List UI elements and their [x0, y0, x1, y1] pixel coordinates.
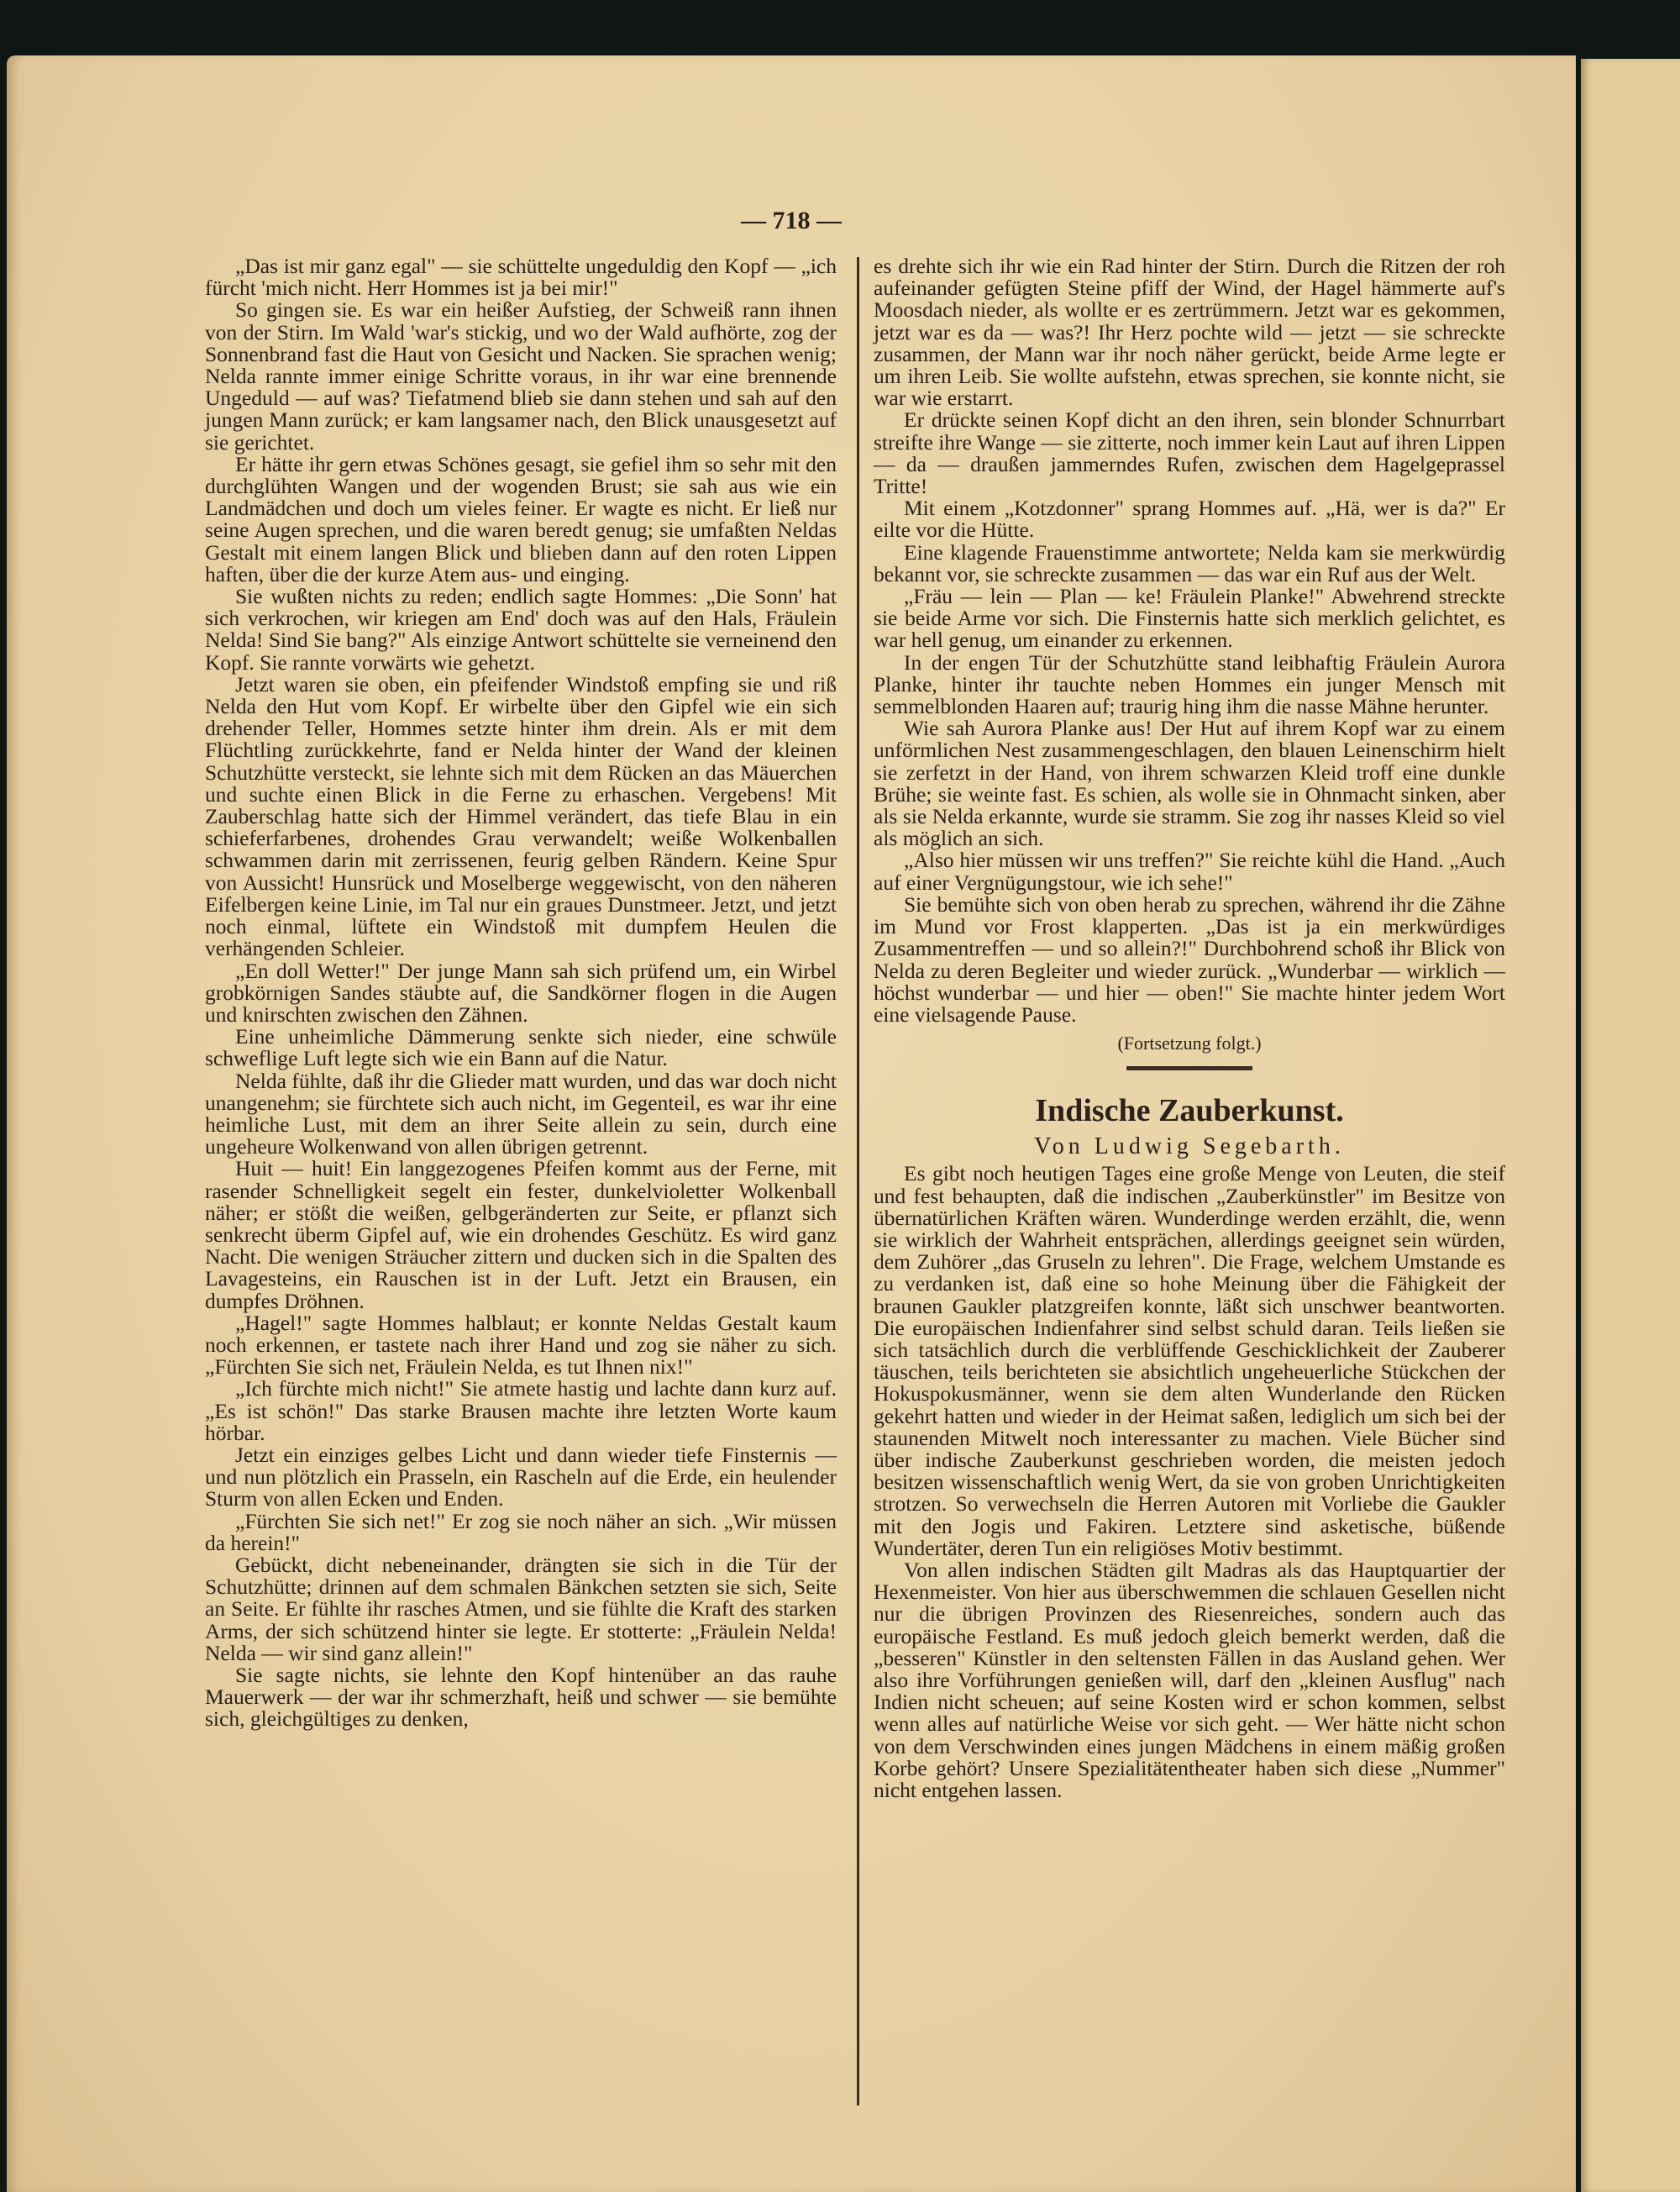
paragraph: Sie wußten nichts zu reden; endlich sagte Hommes: „Die Sonn' hat sich verkrochen, wir kriegen am End' doch was auf den Hals, Fräulein Nelda! Sind Sie bang?" Als einzige Antwort schüttelte sie verneinend den Kopf. Sie rannte vorwärts wie gehetzt. — [205, 584, 837, 675]
paragraph: Von allen indischen Städten gilt Madras als das Hauptquartier der Hexenmeister. Von hier aus überschwemmen die schlauen Gesellen nicht nur die übrigen Provinzen des Riesenreiches, sondern auch das europäische Festland. Es muß jedoch gleich bemerkt werden, daß die „besseren" Künstler in den seltensten Fällen in das Ausland gehen. Wer also ihre Vorführungen genießen will, darf den „kleinen Ausflug" nach Indien nicht scheuen; auf seine Kosten wird er schon kommen, selbst wenn alles auf natürliche Weise vor sich geht. — Wer hätte nicht schon von dem Verschwinden eines jungen Mädchens in einem mäßig großen Korbe gehört? Unsere Spezialitätentheater haben sich diese „Nummer" nicht entgehen lassen. — [874, 1557, 1505, 1802]
paragraph: Huit — huit! Ein langgezogenes Pfeifen kommt aus der Ferne, mit rasender Schnelligkeit segelt ein fester, dunkelvioletter Wolkenball näher; er stößt die weißen, gelbgeränderten zur Seite, er pflanzt sich senkrecht überm Gipfel auf, wie ein drohendes Geschütz. Es wird ganz Nacht. Die wenigen Sträucher zittern und ducken sich in die Spalten des Lavagesteins, ein Rauschen ist in der Luft. Jetzt ein Brausen, ein dumpfes Dröhnen. — [205, 1156, 837, 1313]
page-number: — 718 — — [741, 207, 842, 234]
paragraph: Es gibt noch heutigen Tages eine große Menge von Leuten, die steif und fest behaupten, daß die indischen „Zauberkünstler" im Besitze von übernatürlichen Kräften wären. Wunderdinge werden erzählt, die, wenn sie wirklich der Wahrheit entsprächen, allerdings geeignet sein würden, dem Zuhörer „das Gruseln zu lehren". Die Frage, welchem Umstande es zu verdanken ist, daß eine so hohe Meinung über die Fähigkeit der braunen Gaukler platzgreifen konnte, läßt sich unschwer beantworten. Die europäischen Indienfahrer sind selbst schuld daran. Teils ließen sie sich tatsächlich durch die verblüffende Geschicklichkeit der Zauberer täuschen, teils berichteten sie absichtlich ungeheuerliche Stückchen der Hokuspokusmänner, wenn sie dem alten Wunderlande den Rücken gekehrt hatten und wieder in der Heimat saßen, lediglich um sich bei der staunenden Mitwelt noch interessanter zu machen. Viele Bücher sind über indische Zauberkunst geschrieben worden, die meisten jedoch besitzen wissenschaftlich wenig Wert, da sie von groben Unrichtigkeiten strotzen. So verwechseln die Herren Autoren mit Vorliebe die Gaukler mit den Jogis und Fakiren. Letztere sind asketische, büßende Wundertäter, deren Tun ein religiöses Motiv bestimmt. — [874, 1161, 1505, 1560]
newspaper-page — [7, 55, 1576, 2192]
article-byline: Von Ludwig Segebarth. — [1034, 1133, 1345, 1160]
left-column — [205, 255, 837, 1731]
continuation-note: (Fortsetzung folgt.) — [1117, 1033, 1262, 1054]
paragraph: „Ich fürchte mich nicht!" Sie atmete hastig und lachte dann kurz auf. „Es ist schön!" Das starke Brausen machte ihre letzten Worte kaum hörbar. — [205, 1376, 837, 1445]
paragraph: Jetzt ein einziges gelbes Licht und dann wieder tiefe Finsternis — und nun plötzlich ein Prasseln, ein Rascheln auf die Erde, ein heulender Sturm von allen Ecken und Enden. — [205, 1442, 837, 1511]
paragraph: Er drückte seinen Kopf dicht an den ihren, sein blonder Schnurrbart streifte ihre Wange — sie zitterte, noch immer kein Laut auf ihren Lippen — da — draußen jammerndes Rufen, zwischen dem Hagelgeprassel Tritte! — [874, 407, 1505, 499]
paragraph: „Das ist mir ganz egal" — sie schüttelte ungeduldig den Kopf — „ich fürcht 'mich nicht. Herr Hommes ist ja bei mir!" — [205, 254, 837, 301]
article-title: Indische Zauberkunst. — [1035, 1093, 1344, 1129]
paragraph: Gebückt, dicht nebeneinander, drängten sie sich in die Tür der Schutzhütte; drinnen auf dem schmalen Bänkchen setzten sie sich, Seite an Seite. Er fühlte ihr rasches Atmen, und sie fühlte die Kraft des starken Arms, der sich schützend hinter sie legte. Er stotterte: „Fräulein Nelda! Nelda — wir sind ganz allein!" — [205, 1552, 837, 1665]
paragraph: So gingen sie. Es war ein heißer Aufstieg, der Schweiß rann ihnen von der Stirn. Im Wald 'war's stickig, und wo der Wald aufhörte, zog der Sonnenbrand fast die Haut von Gesicht und Nacken. Sie sprachen wenig; Nelda rannte immer einige Schritte voraus, in ihr war eine brennende Ungeduld — auf was? Tiefatmend blieb sie dann stehen und sah auf den jungen Mann zurück; er kam langsamer nach, den Blick unausgesetzt auf sie gerichtet. — [205, 297, 837, 455]
paragraph: Sie sagte nichts, sie lehnte den Kopf hintenüber an das rauhe Mauerwerk — der war ihr schmerzhaft, heiß und schwer — sie bemühte sich, gleichgültiges zu denken, — [205, 1663, 837, 1732]
paragraph: es drehte sich ihr wie ein Rad hinter der Stirn. Durch die Ritzen der roh aufeinander gefügten Steine pfiff der Wind, der Hagel hämmerte auf's Moosdach nieder, als wollte er es zertrümmern. Jetzt war es gekommen, jetzt war es da — was?! Ihr Herz pochte wild — jetzt — sie schreckte zusammen, der Mann war ihr noch näher gerückt, beide Arme legte er um ihren Leib. Sie wollte aufstehn, etwas sprechen, sie konnte nicht, sie war wie erstarrt. — [874, 254, 1505, 411]
paragraph: Sie bemühte sich von oben herab zu sprechen, während ihr die Zähne im Mund vor Frost klapperten. „Das ist ja ein merkwürdiges Zusammentreffen — und so allein?!" Durchbohrend schoß ihr Blick von Nelda zu deren Begleiter und wieder zurück. „Wunderbar — wirklich — höchst wunderbar — und hier — oben!" Sie machte hinter jedem Wort eine vielsagende Pause. — [874, 891, 1505, 1027]
paragraph: Mit einem „Kotzdonner" sprang Hommes auf. „Hä, wer is da?" Er eilte vor die Hütte. — [874, 496, 1505, 543]
paragraph: „Fürchten Sie sich net!" Er zog sie noch näher an sich. „Wir müssen da herein!" — [205, 1508, 837, 1555]
section-rule — [1126, 1066, 1252, 1070]
paragraph: Nelda fühlte, daß ihr die Glieder matt wurden, und das war doch nicht unangenehm; sie fürchtete sich auch nicht, im Gegenteil, es war ihr eine heimliche Lust, mit dem an ihrer Seite allein zu sein, durch eine ungeheure Wolkenwand von allen übrigen getrennt. — [205, 1068, 837, 1159]
paragraph: Er hätte ihr gern etwas Schönes gesagt, sie gefiel ihm so sehr mit den durchglühten Wangen und der wogenden Brust; sie sah aus wie ein Landmädchen und doch um vieles feiner. Er wagte es nicht. Er ließ nur seine Augen sprechen, und die waren beredt genug; sie umfaßten Neldas Gestalt mit einem langen Blick und blieben dann auf den roten Lippen haften, über die der kurze Atem aus- und einging. — [205, 451, 837, 586]
column-divider — [857, 257, 859, 2105]
paragraph: Eine unheimliche Dämmerung senkte sich nieder, eine schwüle schweflige Luft legte sich wie ein Bann auf die Natur. — [205, 1024, 837, 1071]
paragraph: Jetzt waren sie oben, ein pfeifender Windstoß empfing sie und riß Nelda den Hut vom Kopf. Er wirbelte über den Gipfel wie ein sich drehender Teller, Hommes setzte hinter ihm drein. Als er mit dem Flüchtling zurückkehrte, fand er Nelda hinter der Wand der kleinen Schutzhütte versteckt, sie lehnte sich mit dem Rücken an das Mäuerchen und suchte einen Blick in die Ferne zu erhaschen. Vergebens! Mit Zauberschlag hatte sich der Himmel verändert, das tiefe Blau in ein schieferfarbenes, drohendes Grau verwandelt; weiße Wolkenballen schwammen darin mit zerrissenen, feurig gelben Rändern. Keine Spur von Aussicht! Hunsrück und Moselberge weggewischt, von den näheren Eifelbergen keine Linie, im Tal nur ein graues Dunstmeer. Jetzt, und jetzt noch einmal, lüftete ein Windstoß mit dumpfem Heulen die verhängenden Schleier. — [205, 671, 837, 961]
paragraph: „En doll Wetter!" Der junge Mann sah sich prüfend um, ein Wirbel grobkörnigen Sandes stäubte auf, die Sandkörner flogen in die Augen und knirschten zwischen den Zähnen. — [205, 958, 837, 1027]
paragraph: In der engen Tür der Schutzhütte stand leibhaftig Fräulein Aurora Planke, hinter ihr tauchte neben Hommes ein junger Mensch mit semmelblonden Haaren auf; traurig hing ihm die nasse Mähne herunter. — [874, 649, 1505, 719]
paragraph: „Hagel!" sagte Hommes halblaut; er konnte Neldas Gestalt kaum noch erkennen, er tastete nach ihrer Hand und zog sie näher zu sich. „Fürchten Sie sich net, Fräulein Nelda, es tut Ihnen nix!" — [205, 1310, 837, 1380]
paragraph: „Fräu — lein — Plan — ke! Fräulein Planke!" Abwehrend streckte sie beide Arme vor sich. Die Finsternis hatte sich merklich gelichtet, es war hell genug, um einander zu erkennen. — [874, 584, 1505, 653]
right-column — [874, 255, 1505, 1801]
adjacent-page-edge — [1581, 59, 1680, 2192]
paragraph: Eine klagende Frauenstimme antwortete; Nelda kam sie merkwürdig bekannt vor, sie schreckte zusammen — das war ein Ruf aus der Welt. — [874, 539, 1505, 586]
paragraph: „Also hier müssen wir uns treffen?" Sie reichte kühl die Hand. „Auch auf einer Vergnügungstour, wie ich sehe!" — [874, 848, 1505, 895]
paragraph: Wie sah Aurora Planke aus! Der Hut auf ihrem Kopf war zu einem unförmlichen Nest zusammengeschlagen, den blauen Leinenschirm hielt sie zerfetzt in der Hand, von ihrem schwarzen Kleid troff eine dunkle Brühe; sie weinte fast. Es schien, als wolle sie in Ohnmacht sinken, aber als sie Nelda erkannte, wurde sie stramm. Sie zog ihr nasses Kleid so viel als möglich an sich. — [874, 716, 1505, 851]
